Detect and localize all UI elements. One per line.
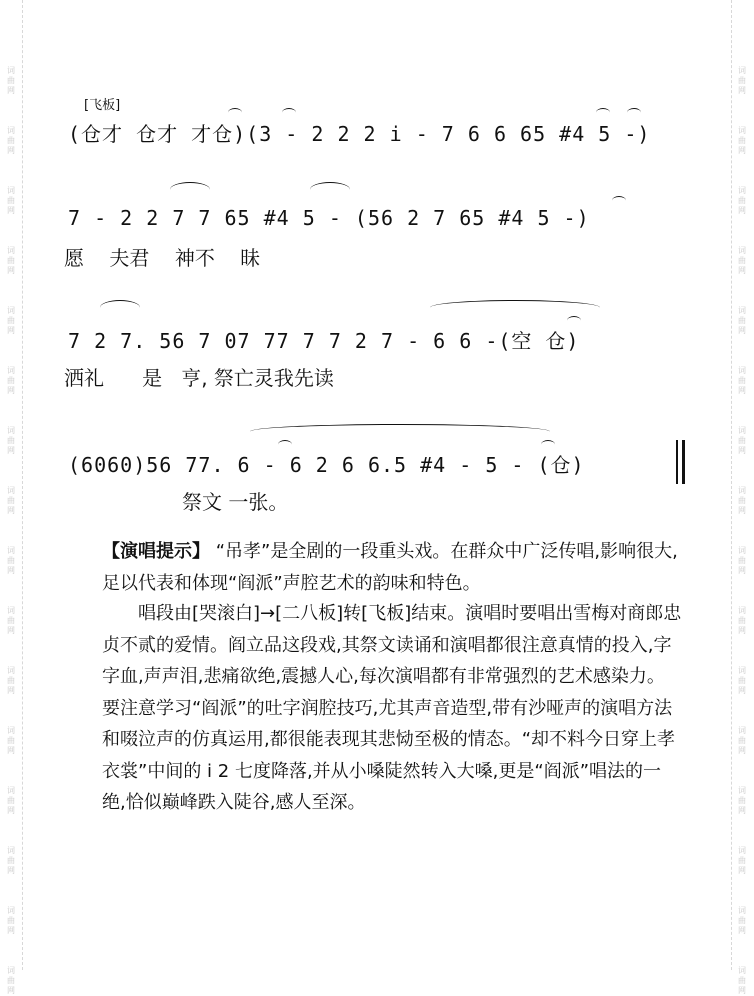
watermark-mark: 词 曲 网 <box>738 186 746 215</box>
watermark-mark: 词 曲 网 <box>738 726 746 755</box>
watermark-mark: 词 曲 网 <box>7 786 15 815</box>
watermark-mark: 词 曲 网 <box>738 786 746 815</box>
score-line-3-notes: 7 2 7. 56 7 07 77 7 7 2 7 - 6 6 -(空 仓) <box>68 329 580 353</box>
performance-tips-text-1: “吊孝”是全剧的一段重头戏。在群众中广泛传唱,影响很大,足以代表和体现“阎派”声腔艺术的韵味和特色。 <box>102 541 678 594</box>
fermata-mark <box>627 108 641 117</box>
watermark-mark: 词 曲 网 <box>738 306 746 335</box>
fermata-mark <box>282 108 296 117</box>
watermark-mark: 词 曲 网 <box>7 186 15 215</box>
watermark-mark: 词 曲 网 <box>7 486 15 515</box>
performance-tips-heading: 【演唱提示】 <box>102 541 210 562</box>
watermark-mark: 词 曲 网 <box>738 126 746 155</box>
slur-mark <box>430 300 600 315</box>
watermark-mark: 词 曲 网 <box>7 846 15 875</box>
fermata-mark <box>567 316 581 325</box>
watermark-mark: 词 曲 网 <box>738 246 746 275</box>
watermark-mark: 词 曲 网 <box>7 666 15 695</box>
performance-tips-text-2: 唱段由[哭滚白]→[二八板]转[飞板]结束。演唱时要唱出雪梅对商郎忠贞不贰的爱情。阎立品这段戏,其祭文读诵和演唱都很注意真情的投入,字字血,声声泪,悲痛欲绝,震撼人心,每次演唱都有非常强烈的艺术感染力。要注意学习“阎派”的吐字润腔技巧,尤其声音造型,带有沙哑声的演唱方法和啜泣声的仿真运用,都很能表现其悲恸至极的情态。“却不料今日穿上孝衣裳”中间的 i 2 七度降落,并从小嗓陡然转入大嗓,更是“阎派”唱法的一绝,恰似巅峰跌入陡谷,感人至深。 <box>102 603 682 813</box>
watermark-mark: 词 曲 网 <box>738 486 746 515</box>
slur-mark <box>100 300 140 315</box>
watermark-mark: 词 曲 网 <box>738 606 746 635</box>
watermark-mark: 词 曲 网 <box>738 666 746 695</box>
score-line-4-lyrics: 祭文 一张。 <box>182 490 289 514</box>
watermark-mark: 词 曲 网 <box>738 846 746 875</box>
slur-mark <box>170 182 210 197</box>
watermark-mark: 词 曲 网 <box>7 606 15 635</box>
watermark-mark: 词 曲 网 <box>7 306 15 335</box>
watermark-mark: 词 曲 网 <box>738 906 746 935</box>
score-line-4-notes: (6060)56 77. 6 - 6 2 6 6.5 #4 - 5 - (仓) <box>68 453 585 477</box>
final-barline <box>676 440 685 484</box>
fermata-mark <box>278 440 292 449</box>
watermark-mark: 词 曲 网 <box>7 726 15 755</box>
score-line-3-lyrics: 洒礼 是 亨, 祭亡灵我先读 <box>64 366 334 390</box>
section-label: [飞板] <box>84 98 121 113</box>
watermark-mark: 词 曲 网 <box>7 906 15 935</box>
fermata-mark <box>596 108 610 117</box>
watermark-mark: 词 曲 网 <box>7 546 15 575</box>
slur-mark <box>250 424 550 439</box>
fermata-mark <box>612 196 626 205</box>
performance-tips-paragraph-2 <box>102 598 682 819</box>
score-line-1-notes: (仓才 仓才 才仓)(3 - 2 2 2 i - 7 6 6 65 #4 5 -) <box>68 122 651 146</box>
score-line-2-notes: 7 - 2 2 7 7 65 #4 5 - (56 2 7 65 #4 5 -) <box>68 206 590 230</box>
watermark-mark: 词 曲 网 <box>7 366 15 395</box>
fermata-mark <box>541 440 555 449</box>
watermark-mark: 词 曲 网 <box>738 966 746 995</box>
watermark-mark: 词 曲 网 <box>738 366 746 395</box>
watermark-mark: 词 曲 网 <box>738 66 746 95</box>
watermark-mark: 词 曲 网 <box>738 546 746 575</box>
watermark-mark: 词 曲 网 <box>7 966 15 995</box>
watermark-mark: 词 曲 网 <box>7 66 15 95</box>
watermark-mark: 词 曲 网 <box>7 126 15 155</box>
performance-tips-paragraph-1 <box>102 536 682 599</box>
score-line-2-lyrics: 愿 夫君 神不 昧 <box>64 246 261 270</box>
slur-mark <box>310 182 350 197</box>
fermata-mark <box>228 108 242 117</box>
watermark-mark: 词 曲 网 <box>7 426 15 455</box>
watermark-mark: 词 曲 网 <box>738 426 746 455</box>
watermark-mark: 词 曲 网 <box>7 246 15 275</box>
